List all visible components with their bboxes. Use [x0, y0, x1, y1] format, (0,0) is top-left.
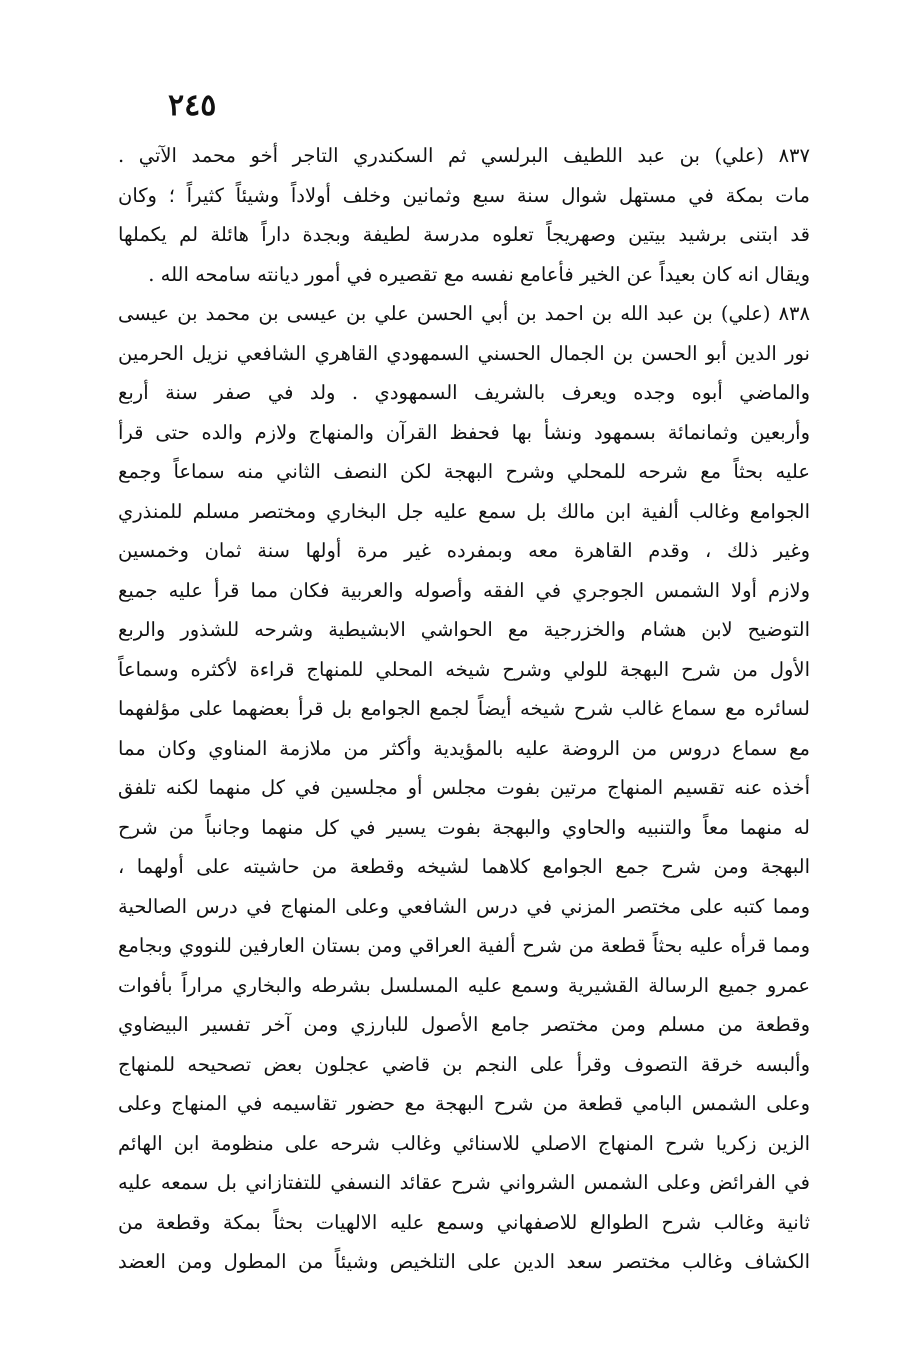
text-line: نور الدين أبو الحسن بن الجمال الحسني السمهودي القاهري الشافعي نزيل الحرمين	[118, 341, 810, 365]
text-line: ٨٣٧ (علي) بن عبد اللطيف البرلسي ثم السكندري التاجر أخو محمد الآتي .	[118, 144, 810, 167]
text-line: ولازم أولا الشمس الجوجري في الفقه وأصوله والعربية فكان مما قرأ عليه جميع	[118, 578, 810, 602]
text-line: مع سماع دروس من الروضة عليه بالمؤيدية وأكثر من ملازمة المناوي وكان مما	[118, 736, 810, 760]
text-line: وعلى الشمس البامي قطعة من شرح البهجة مع حضور تقاسيمه في المنهاج وعلى	[118, 1092, 810, 1115]
text-line: ومما قرأه عليه بحثاً قطعة من شرح ألفية العراقي ومن بستان العارفين للنووي وبجامع	[118, 934, 810, 957]
text-line: الزين زكريا شرح المنهاج الاصلي للاسنائي وغالب شرحه على منظومة ابن الهائم	[118, 1131, 810, 1155]
text-line: والماضي أبوه وجده ويعرف بالشريف السمهودي . ولد في صفر سنة أربع	[118, 381, 810, 404]
text-line: وغير ذلك ، وقدم القاهرة معه وبمفرده غير مرة أولها سنة ثمان وخمسين	[118, 539, 810, 562]
text-line: له منهما معاً والتنبيه والحاوي والبهجة بفوت يسير في كل منهما وجانباً من شرح	[118, 815, 810, 839]
text-line: الكشاف وغالب مختصر سعد الدين على التلخيص وشيئاً من المطول ومن العضد	[118, 1250, 810, 1273]
text-line: عمرو جميع الرسالة القشيرية وسمع عليه المسلسل بشرطه والبخاري مراراً بأفوات	[118, 973, 810, 997]
text-line: وألبسه خرقة التصوف وقرأ على النجم بن قاضي عجلون بعض تصحيحه للمنهاج	[118, 1052, 810, 1076]
text-line: ٨٣٨ (علي) بن عبد الله بن احمد بن أبي الحسن علي بن عيسى بن محمد بن عيسى	[118, 302, 810, 325]
text-line: البهجة ومن شرح جمع الجوامع كلاهما لشيخه وقطعة من حاشيته على أولهما ،	[118, 855, 810, 878]
text-line: الجوامع وغالب ألفية ابن مالك بل سمع عليه جل البخاري ومختصر مسلم للمنذري	[118, 499, 810, 523]
text-line: عليه بحثاً مع شرحه للمحلي وشرح البهجة لكن النصف الثاني منه سماعاً وجمع	[118, 460, 810, 483]
text-line: مات بمكة في مستهل شوال سنة سبع وثمانين وخلف أولاداً وشيئاً كثيراً ؛ وكان	[118, 183, 810, 207]
text-line: لسائره مع سماع غالب شرح شيخه أيضاً لجمع الجوامع بل قرأ بعضهما على مؤلفهما	[118, 697, 810, 720]
text-line: ثانية وغالب شرح الطوالع للاصفهاني وسمع عليه الالهيات بحثاً بمكة وقطعة من	[118, 1210, 810, 1234]
text-line: وقطعة من مسلم ومن مختصر جامع الأصول للبارزي ومن آخر تفسير البيضاوي	[118, 1013, 810, 1036]
text-line: ويقال انه كان بعيداً عن الخير فأعامع نفسه مع تقصيره في أمور ديانته سامحه الله .	[148, 262, 810, 286]
text-line: الأول من شرح البهجة للولي وشرح شيخه المحلي للمنهاج قراءة لأكثره وسماعاً	[118, 657, 810, 681]
text-line: التوضيح لابن هشام والخزرجية مع الحواشي الابشيطية وشرحه للشذور والربع	[118, 618, 810, 641]
body-text	[118, 136, 810, 1282]
text-line: في الفرائض وعلى الشمس الشرواني شرح عقائد النسفي للتفتازاني بل سمعه عليه	[118, 1171, 810, 1194]
text-line: أخذه عنه تقسيم المنهاج مرتين بفوت مجلس أو مجلسين في كل منهما لكنه تلفق	[118, 776, 810, 799]
text-line: قد ابتنى برشيد بيتين وصهريجاً تعلوه مدرسة لطيفة وبجدة داراً هائلة لم يكملها	[118, 223, 810, 246]
text-line: ومما كتبه على مختصر المزني في درس الشافعي وعلى المنهاج في درس الصالحية	[118, 894, 810, 918]
page-number: ٢٤٥	[168, 88, 217, 123]
text-line: وأربعين وثمانمائة بسمهود ونشأ بها فحفظ القرآن والمنهاج ولازم والده حتى قرأ	[118, 420, 810, 444]
